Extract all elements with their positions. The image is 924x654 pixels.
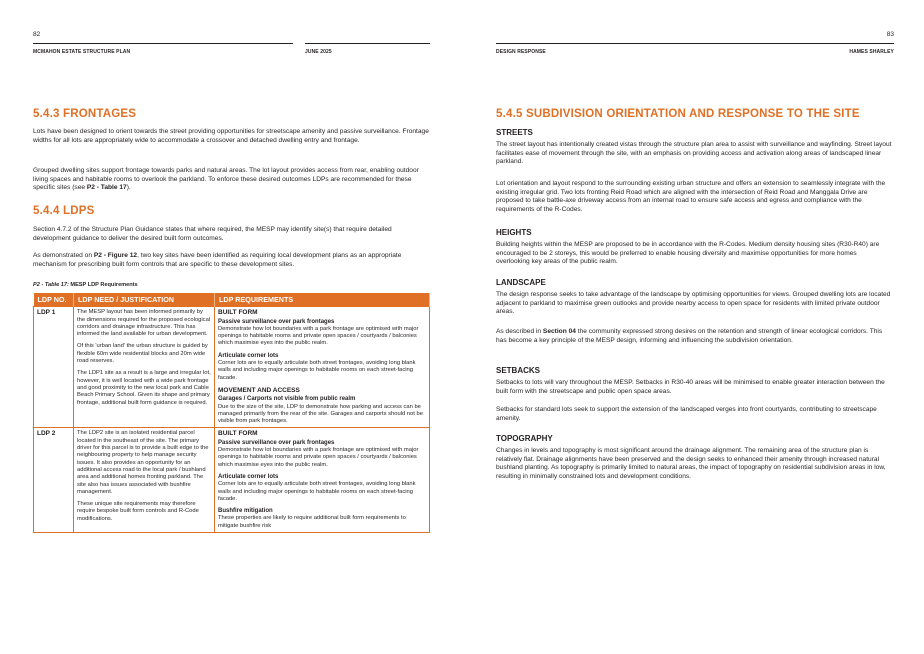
requirement-text: Demonstrate how lot boundaries with a park frontage are optimised with major openings to habitable rooms and private open spaces / courtyards / balconies which maximise eyes into the public realm.	[218, 447, 419, 468]
page-number: 83	[886, 31, 894, 38]
running-header: DESIGN RESPONSE	[496, 49, 546, 55]
ldps-paragraph-1: Section 4.7.2 of the Structure Plan Guidance states that where required, the MESP may identify site(s) that require detailed development guidance to deliver the desired built form outcomes.	[33, 226, 392, 242]
header-rule	[496, 43, 894, 44]
requirement-section-label: BUILT FORM	[218, 430, 258, 438]
ldps-paragraph-2: As demonstrated on P2 - Figure 12, two key sites have been identified as requiring local development plans as an appropriate mechanism for prescribing built form controls that are specific to these development sites.	[33, 252, 402, 268]
streets-paragraph-1: The street layout has intentionally created vistas through the structure plan area to assist with surveillance and wayfinding. Street layout facilitates ease of movement through the site, with an emphasis on providing access and activation along areas of landscaped linear parkland.	[496, 141, 892, 166]
column-header-ldp-no: LDP NO.	[34, 293, 74, 307]
section-heading-ldps: 5.4.4 LDPS	[33, 205, 95, 217]
setbacks-paragraph-2: Setbacks for standard lots seek to support the extension of the landscaped verges into front courtyards, contributing to streetscape amenity.	[496, 406, 877, 422]
requirement-section-label: MOVEMENT AND ACCESS	[218, 386, 300, 394]
ldp-requirements-cell	[215, 307, 430, 428]
table-caption: P2 - Table 17: MESP LDP Requirements	[33, 282, 138, 288]
figure-reference: P2 - Figure 12	[93, 252, 138, 259]
table-reference: P2 - Table 17	[86, 184, 127, 192]
requirement-title: Bushfire mitigation	[218, 508, 273, 515]
requirement-title: Garages / Carports not visible from public realm	[218, 396, 356, 403]
ldp-number: LDP 2	[34, 428, 74, 533]
need-paragraph: The MESP layout has been informed primarily by the dimensions required for the proposed ecological corridors and drainage infrastructure. This has informed the land available for urban development.	[77, 309, 211, 338]
streets-paragraph-2: Lot orientation and layout respond to the surrounding existing urban structure and offers an extension to seamlessly integrate with the existing irregular grid. Two lots fronting Reid Road which are aligned with the intersection of Reid Road and Manggala Drive are proposed to take battle-axe driveway access from an internal road to ensure safe access and egress and compliance with the requirements of the R-Codes.	[496, 180, 886, 213]
frontages-paragraph-1: Lots have been designed to orient towards the street providing opportunities for streetscape amenity and passive surveillance. Frontage widths for all lots are appropriately wide to accommodate a crossover and detached dwelling entry and frontage.	[33, 128, 429, 144]
subheading-heights: HEIGHTS	[496, 228, 532, 237]
subheading-topography: TOPOGRAPHY	[496, 434, 553, 443]
requirement-text: Due to the size of the site, LDP to demonstrate how parking and access can be managed primarily from the rear of the site. Garages and carports should not be visible from park frontages.	[218, 403, 423, 425]
column-header-requirements: LDP REQUIREMENTS	[215, 293, 430, 307]
ldp-need-cell	[74, 428, 215, 533]
right-page	[462, 0, 924, 654]
header-rule	[33, 43, 293, 44]
requirement-title: Passive surveillance over park frontages	[218, 318, 335, 325]
header-rule	[305, 43, 430, 44]
heights-paragraph: Building heights within the MESP are proposed to be in accordance with the R-Codes. Medium density housing sites (R30-R40) are encouraged to be 2 storeys, this would be preferred to enable housing diversity and maximise opportunities for more homes overlooking key areas of the public realm.	[496, 241, 880, 266]
setbacks-paragraph-1: Setbacks to lots will vary throughout the MESP. Setbacks in R30-40 areas will be minimised to enable greater interaction between the built form with the streetscape and public open space areas.	[496, 379, 885, 395]
requirement-title: Articulate corner lots	[218, 352, 279, 359]
landscape-paragraph-1: The design response seeks to take advantage of the landscape by optimising opportunities for views. Grouped dwelling lots are located adjacent to parkland to maximise green outlooks and provide nearby access to open space for residents with limited private outdoor areas.	[496, 291, 891, 316]
requirement-text: Demonstrate how lot boundaries with a park frontage are optimised with major openings to habitable rooms and private open spaces / courtyards / balconies which maximise eyes into the public realm.	[218, 325, 419, 347]
frontages-paragraph-2: Grouped dwelling sites support frontage towards parks and natural areas. The lot layout provides access from rear, enabling outdoor living spaces and habitable rooms to overlook the parkland. To enforce these desired outcomes LDPs are recommended for these specific sites (see P2 - Table 17).	[33, 167, 419, 192]
requirement-title: Passive surveillance over park frontages	[218, 439, 335, 446]
column-header-need: LDP NEED / JUSTIFICATION	[74, 293, 215, 307]
landscape-paragraph-2: As described in Section 04 the community expressed strong desires on the retention and strength of linear ecological corridors. This has become a key principle of the MESP design, informing and influencing the subdivision orientation.	[496, 328, 883, 344]
table-row	[34, 307, 430, 428]
section-heading-subdivision: 5.4.5 SUBDIVISION ORIENTATION AND RESPONSE TO THE SITE	[496, 108, 860, 120]
requirement-text: These properties are likely to require additional built form requirements to mitigate bushfire risk	[218, 515, 406, 529]
requirement-section-label: BUILT FORM	[218, 309, 258, 317]
need-paragraph: These unique site requirements may therefore require bespoke built form controls and R-Code modifications.	[77, 501, 199, 522]
page-number: 82	[33, 31, 41, 38]
running-header: MCMAHON ESTATE STRUCTURE PLAN	[33, 49, 131, 55]
table-row	[34, 428, 430, 533]
table-header-row	[34, 293, 430, 307]
need-paragraph: The LDP1 site as a result is a large and irregular lot, however, it is well located with a wide park frontage and good proximity to the new local park and Cable Beach Primary School. Given its shape and primary frontage, additional built form guidance is required.	[77, 370, 211, 406]
subheading-setbacks: SETBACKS	[496, 366, 541, 375]
section-reference: Section 04	[542, 328, 576, 335]
need-paragraph: Of this 'urban land' the urban structure is guided by flexible 60m wide residential blocks and 20m wide road reserves.	[77, 343, 208, 365]
need-paragraph: The LDP2 site is an isolated residential parcel located in the southeast of the site. The primary driver for this parcel is to provide a built edge to the neighbouring property to help manage security issues. It also provides an opportunity for an additional access road to the local park / bushland area and additional homes fronting parkland. The site also has issues associated with bushfire management.	[77, 430, 209, 495]
requirement-title: Articulate corner lots	[218, 473, 279, 480]
ldp-number: LDP 1	[34, 307, 74, 428]
requirement-text: Corner lots are to equally articulate both street frontages, avoiding long blank walls and including major openings to habitable rooms on each street-facing facade.	[218, 360, 416, 381]
ldp-requirements-table	[33, 293, 430, 533]
topography-paragraph: Changes in levels and topography is most significant around the drainage alignment. The remaining area of the structure plan is relatively flat. Drainage alignments have been preserved and the design seeks to enhanced their amenity through increased natural bushland planting. As topography is primarily limited to natural areas, the impact of topography on residential subdivision areas in low, resulting in minimally constrained lots and development conditions.	[496, 447, 886, 480]
section-heading-frontages: 5.4.3 FRONTAGES	[33, 108, 137, 120]
requirement-text: Corner lots are to equally articulate both street frontages, avoiding long blank walls and including major openings to habitable rooms on each street-facing facade.	[218, 481, 416, 502]
subheading-landscape: LANDSCAPE	[496, 278, 546, 287]
ldp-need-cell	[74, 307, 215, 428]
header-company: HAMES SHARLEY	[849, 49, 894, 55]
ldp-requirements-cell	[215, 428, 430, 533]
subheading-streets: STREETS	[496, 128, 533, 137]
header-date: JUNE 2025	[305, 49, 332, 55]
